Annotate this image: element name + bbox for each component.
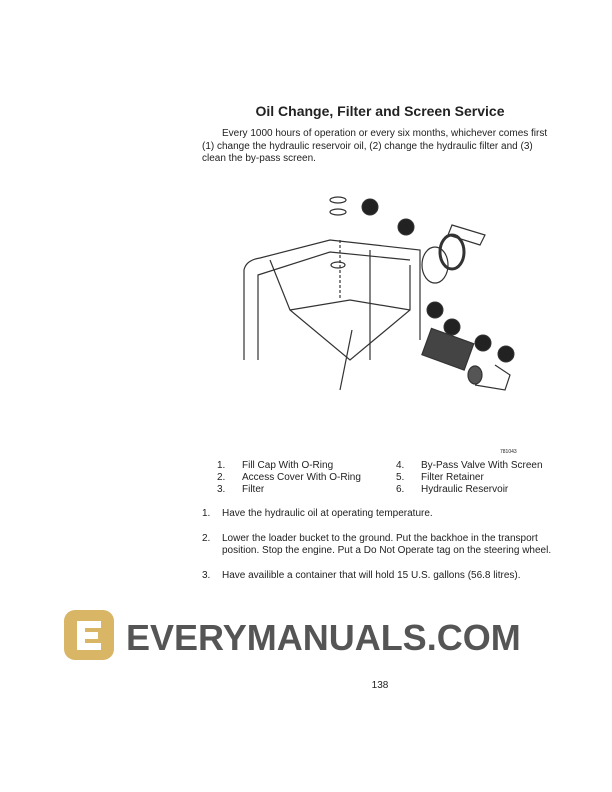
legend-item: 5. Filter Retainer — [396, 471, 484, 483]
figure-id: 781043 — [500, 449, 517, 455]
legend-left — [217, 460, 361, 495]
legend-right — [396, 460, 543, 495]
intro-paragraph: Every 1000 hours of operation or every six months, whichever comes first (1) change the hydraulic reservoir oil, (2) change the hydraulic filter and (3) clean the by-pass screen. — [202, 128, 548, 164]
callout-3: 3 — [449, 323, 455, 334]
procedure-steps — [202, 508, 562, 595]
callout-4: 4 — [480, 339, 486, 350]
page-title: Oil Change, Filter and Screen Service — [255, 103, 505, 119]
fill-cap — [330, 197, 346, 203]
bypass-valve — [468, 366, 482, 384]
callout-1: 1 — [367, 203, 373, 214]
watermark — [60, 604, 580, 668]
callout-2: 2 — [403, 223, 409, 234]
legend-item: 1. Fill Cap With O-Ring — [217, 460, 334, 471]
hydraulic-reservoir-diagram — [230, 190, 560, 410]
callout-5: 5 — [503, 350, 509, 361]
callout-6: 6 — [432, 306, 438, 317]
watermark-logo-icon — [64, 610, 114, 660]
step-item: 3. Have availible a container that will hold 15 U.S. gallons (56.8 litres). — [202, 570, 521, 581]
legend-item: 3. Filter — [217, 483, 265, 495]
fill-port — [331, 262, 345, 268]
legend-item: 6. Hydraulic Reservoir — [396, 483, 509, 495]
step-item: 2. Lower the loader bucket to the ground. Put the backhoe in the transport position. Stop the engine. Put a Do Not Operate tag on the steering wheel. — [202, 533, 552, 556]
page-number: 138 — [371, 680, 389, 691]
legend-item: 2. Access Cover With O-Ring — [217, 471, 361, 483]
watermark-text: EVERYMANUALS.COM — [126, 617, 521, 658]
step-item: 1. Have the hydraulic oil at operating temperature. — [202, 508, 433, 519]
filter — [422, 328, 474, 370]
legend-item: 4. By-Pass Valve With Screen — [396, 460, 543, 471]
